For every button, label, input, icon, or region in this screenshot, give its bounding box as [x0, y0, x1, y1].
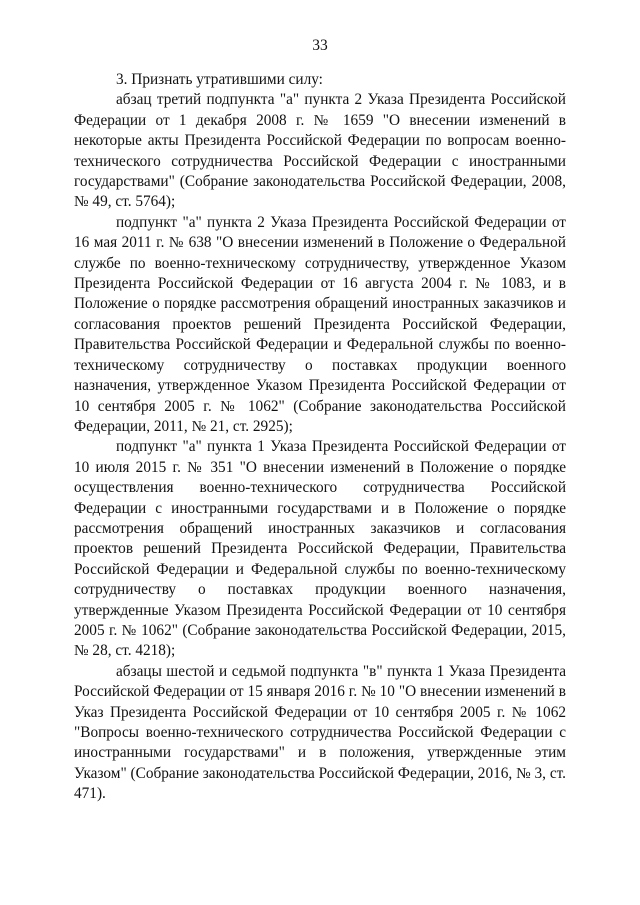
paragraph-decree-2015-351: подпункт "а" пункта 1 Указа Президента Российской Федерации от 10 июля 2015 г. № 351 "О внесении изменений в Положение о порядке осуществления военно-технического сотрудничества Российской Федерации с иностранными государствами и в Положение о порядке рассмотрения обращений иностранных заказчиков и согласования проектов решений Президента Российской Федерации, Правительства Российской Федерации и Федеральной службы по военно-техническому сотрудничеству о поставках продукции военного назначения, утвержденные Указом Президента Российской Федерации от 10 сентября 2005 г. № 1062" (Собрание законодательства Российской Федерации, 2015, № 28, ст. 4218); [74, 438, 566, 660]
document-body [74, 70, 566, 805]
page-number: 33 [312, 37, 328, 54]
paragraph-decree-2016-10: абзацы шестой и седьмой подпункта "в" пункта 1 Указа Президента Российской Федерации от 15 января 2016 г. № 10 "О внесении изменений в Указ Президента Российской Федерации от 10 сентября 2005 г. № 1062 "Вопросы военно-технического сотрудничества Российской Федерации с иностранными государствами" и в положения, утвержденные этим Указом" (Собрание законодательства Российской Федерации, 2016, № 3, ст. 471). [74, 662, 566, 803]
section-heading: 3. Признать утратившими силу: [116, 71, 323, 88]
paragraph-decree-2008-1659: абзац третий подпункта "а" пункта 2 Указа Президента Российской Федерации от 1 декабря 2008 г. № 1659 "О внесении изменений в некоторые акты Президента Российской Федерации по вопросам военно-технического сотрудничества Российской Федерации с иностранными государствами" (Собрание законодательства Российской Федерации, 2008, № 49, ст. 5764); [74, 91, 566, 211]
paragraph-decree-2011-638: подпункт "а" пункта 2 Указа Президента Российской Федерации от 16 мая 2011 г. № 638 "О внесении изменений в Положение о Федеральной службе по военно-техническому сотрудничеству, утвержденное Указом Президента Российской Федерации от 16 августа 2004 г. № 1083, и в Положение о порядке рассмотрения обращений иностранных заказчиков и согласования проектов решений Президента Российской Федерации, Правительства Российской Федерации и Федеральной службы по военно-техническому сотрудничеству о поставках продукции военного назначения, утвержденное Указом Президента Российской Федерации от 10 сентября 2005 г. № 1062" (Собрание законодательства Российской Федерации, 2011, № 21, ст. 2925); [74, 213, 566, 435]
